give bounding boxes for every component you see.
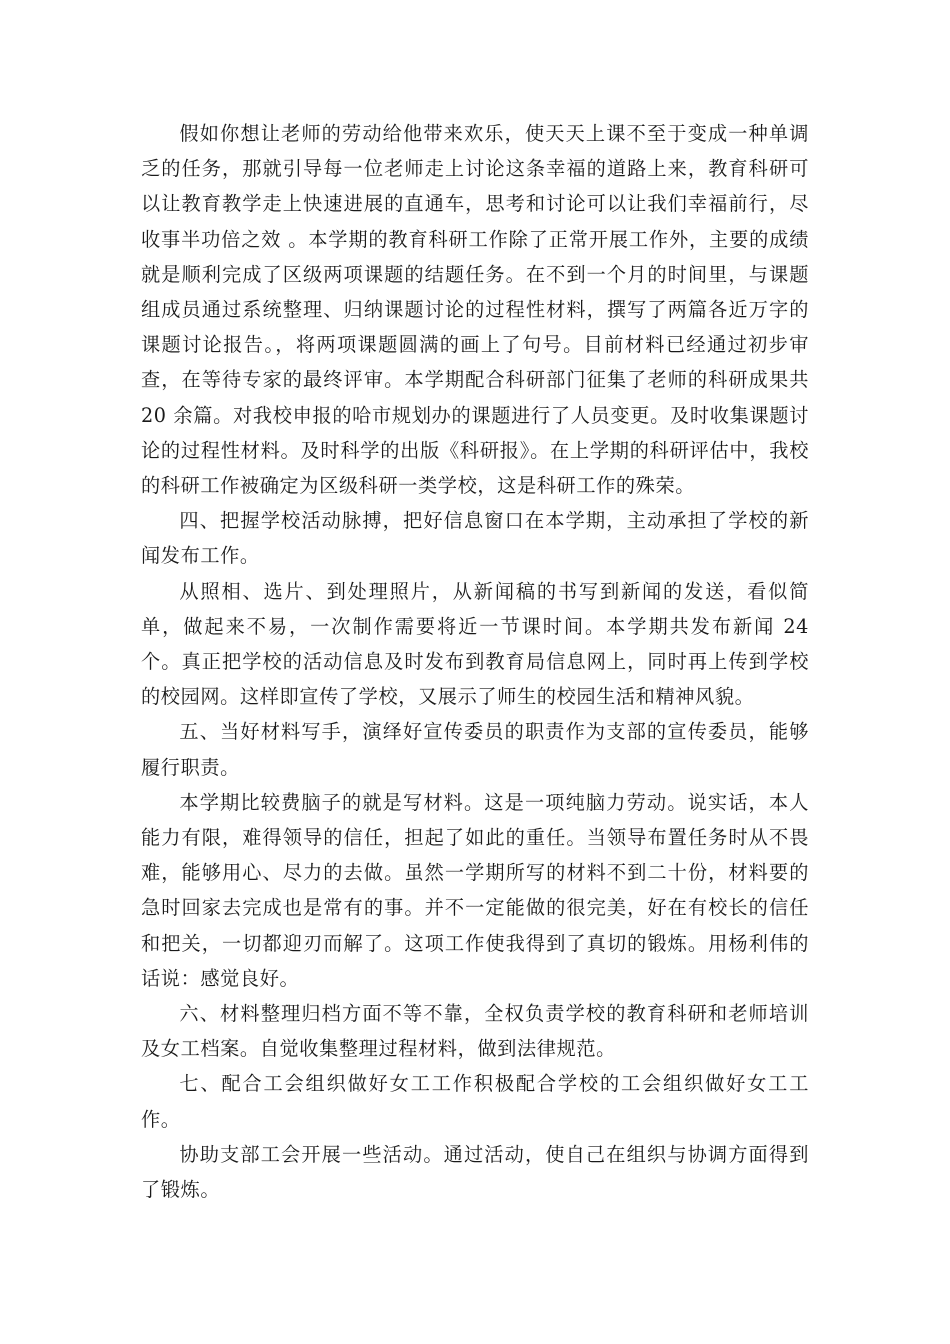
paragraph-material-writing: 本学期比较费脑子的就是写材料。这是一项纯脑力劳动。说实话，本人能力有限，难得领导的信任，担起了如此的重任。当领导布置任务时从不畏难，能够用心、尽力的去做。虽然一学期所写的材料不到二十份，材料要的急时回家去完成也是常有的事。并不一定能做的很完美，好在有校长的信任和把关，一切都迎刃而解了。这项工作使我得到了真切的锻炼。用杨利伟的话说：感觉良好。: [141, 790, 809, 990]
document-body: [141, 116, 809, 1207]
paragraph-section-seven-heading: 七、配合工会组织做好女工工作积极配合学校的工会组织做好女工工作。: [141, 1072, 809, 1131]
paragraph-union-activities: 协助支部工会开展一些活动。通过活动，使自己在组织与协调方面得到了锻炼。: [141, 1142, 809, 1202]
paragraph-research-work: 假如你想让老师的劳动给他带来欢乐，使天天上课不至于变成一种单调乏的任务，那就引导每一位老师走上讨论这条幸福的道路上来，教育科研可以让教育教学走上快速进展的直通车，思考和讨论可以让我们幸福前行，尽收事半功倍之效 。本学期的教育科研工作除了正常开展工作外，主要的成绩就是顺利完成了区级两项课题的结题任务。在不到一个月的时间里，与课题组成员通过系统整理、归纳课题讨论的过程性材料，撰写了两篇各近万字的课题讨论报告。，将两项课题圆满的画上了句号。目前材料已经通过初步审查，在等待专家的最终评审。本学期配合科研部门征集了老师的科研成果共 20 余篇。对我校申报的哈市规划办的课题进行了人员变更。及时收集课题讨论的过程性材料。及时科学的出版《科研报》。在上学期的科研评估中，我校的科研工作被确定为区级科研一类学校，这是科研工作的殊荣。: [141, 122, 809, 498]
paragraph-section-five-heading: 五、当好材料写手，演绎好宣传委员的职责作为支部的宣传委员，能够履行职责。: [141, 720, 809, 779]
paragraph-news-publishing: 从照相、选片、到处理照片，从新闻稿的书写到新闻的发送，看似简单，做起来不易，一次制作需要将近一节课时间。本学期共发布新闻 24 个。真正把学校的活动信息及时发布到教育局信息网上，同时再上传到学校的校园网。这样即宣传了学校，又展示了师生的校园生活和精神风貌。: [141, 579, 809, 709]
paragraph-section-six-archiving: 六、材料整理归档方面不等不靠，全权负责学校的教育科研和老师培训及女工档案。自觉收集整理过程材料，做到法律规范。: [141, 1002, 809, 1061]
paragraph-section-four-heading: 四、把握学校活动脉搏，把好信息窗口在本学期，主动承担了学校的新闻发布工作。: [141, 509, 809, 568]
